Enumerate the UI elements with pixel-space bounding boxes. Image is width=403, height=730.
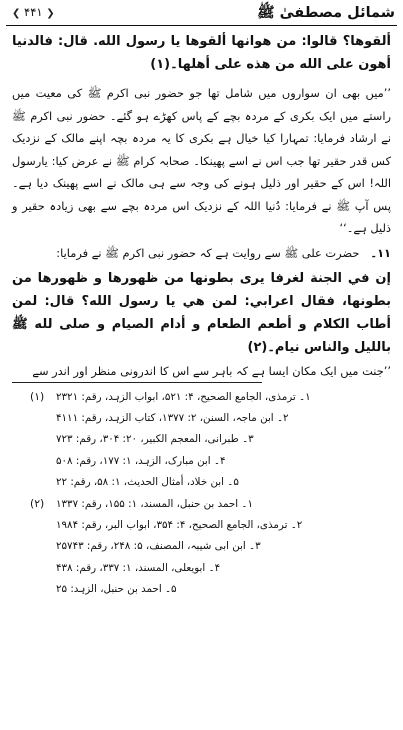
footnote-ref: ۴۔ ابویعلی، المسند، ۱: ۳۳۷، رقم: ۴۳۸ (56, 561, 221, 574)
footnote-marker: (۲) (30, 497, 45, 511)
hadith-number: ۱۱۔ (370, 245, 391, 260)
footnote-group-1 (30, 386, 391, 493)
footnote-line (30, 579, 391, 600)
page-header (6, 2, 397, 26)
footnote-marker: (۱) (30, 390, 45, 403)
page-number-value: ۴۴۱ (24, 5, 43, 19)
book-title: شمائل مصطفیٰ ﷺ (257, 5, 395, 21)
ornament-left-icon: ❮ (12, 8, 21, 19)
footnote-ref: ۲۔ ابن ماجہ، السنن، ۲: ۱۳۷۷، کتاب الزہد، رقم: ۴۱۱۱ (56, 412, 289, 425)
header-rule (6, 25, 397, 26)
footnote-line (30, 451, 391, 472)
footnote-line (30, 536, 391, 557)
footnote-line (30, 408, 391, 429)
page-number (12, 4, 55, 22)
footnote-line (30, 493, 391, 515)
footnote-line (30, 429, 391, 450)
arabic-text-1: ألقوها؟ قالوا: من هوانها ألقوها يا رسول الله. قال: فالدنيا أهون على الله من هذه على أهلها۔(۱) (12, 34, 391, 72)
footnote-line (30, 558, 391, 579)
footnote-ref: ۵۔ احمد بن حنبل، الزہد: ۲۵ (56, 582, 177, 595)
footnote-ref: ۳۔ طبرانی، المعجم الکبیر، ۲۰: ۳۰۴، رقم: ۷۲۳ (56, 433, 254, 446)
arabic-text-2: إن في الجنة لغرفا يرى بطونها من ظهورها و ظهورها من بطونها، فقال اعرابي: لمن هي يا رسول الله؟ قال: لمن أطاب الكلام و أطعم الطعام و أدام الصيام و صلى لله ﷺ بالليل والناس نيام۔(۲) (12, 271, 391, 355)
footnote-divider (12, 382, 262, 383)
urdu-translation-2: ’’جنت میں ایک مکان ایسا ہے کہ باہر سے اس کا اندرونی منظر اور اندر سے (32, 364, 391, 378)
footnote-ref: ۵۔ ابن خلاد، أمثال الحدیث، ۱: ۵۸، رقم: ۲۲ (56, 475, 239, 488)
footnote-ref: ۴۔ ابن مبارک، الزہد، ۱: ۱۷۷، رقم: ۵۰۸ (56, 454, 226, 467)
footnote-ref: ۲۔ ترمذی، الجامع الصحیح، ۴: ۳۵۴، ابواب البر، رقم: ۱۹۸۴ (56, 519, 303, 532)
footnote-ref: ۳۔ ابن ابی شیبہ، المصنف، ۵: ۲۴۸، رقم: ۲۵۷۴۳ (56, 540, 261, 553)
footnote-ref: ۱۔ ترمذی، الجامع الصحیح، ۴: ۵۲۱، ابواب الزہد، رقم: ۲۳۲۱ (56, 391, 311, 403)
hadith-intro (12, 242, 391, 265)
footnote-line (30, 472, 391, 493)
footnote-line (30, 386, 391, 408)
page-body (12, 30, 391, 383)
footnote-group-2 (30, 493, 391, 600)
footnotes (30, 386, 391, 600)
hadith-intro-text: حضرت علی ﷺ سے روایت ہے کہ حضور نبی اکرم ﷺ نے فرمایا: (56, 245, 360, 260)
urdu-translation-1: ’’میں بھی ان سواروں میں شامل تھا جو حضور نبی اکرم ﷺ کی معیت میں راستے میں ایک بکری کے مردہ بچے کے پاس کھڑے ہو گئے۔ حضور نبی اکرم ﷺ نے ارشاد فرمایا: تمہارا کیا خیال ہے بکری کا یہ مردہ بچہ اپنے مالک کے نزدیک کس قدر حقیر تھا جب اس نے اسے پھینکا۔ صحابہ کرام ﷺ نے عرض کیا: یارسول اللہ! اس کے حقیر اور ذلیل ہونے کی وجہ سے ہی مالک نے اسے پھینک دیا ہے۔ پس آپ ﷺ نے فرمایا: دُنیا اللہ کے نزدیک اس مردہ بچے سے بھی زیادہ حقیر و ذلیل ہے۔‘‘ (12, 86, 391, 235)
footnote-ref: ۱۔ احمد بن حنبل، المسند، ۱: ۱۵۵، رقم: ۱۳۳۷ (56, 498, 253, 511)
ornament-right-icon: ❯ (46, 8, 55, 19)
footnote-line (30, 515, 391, 536)
